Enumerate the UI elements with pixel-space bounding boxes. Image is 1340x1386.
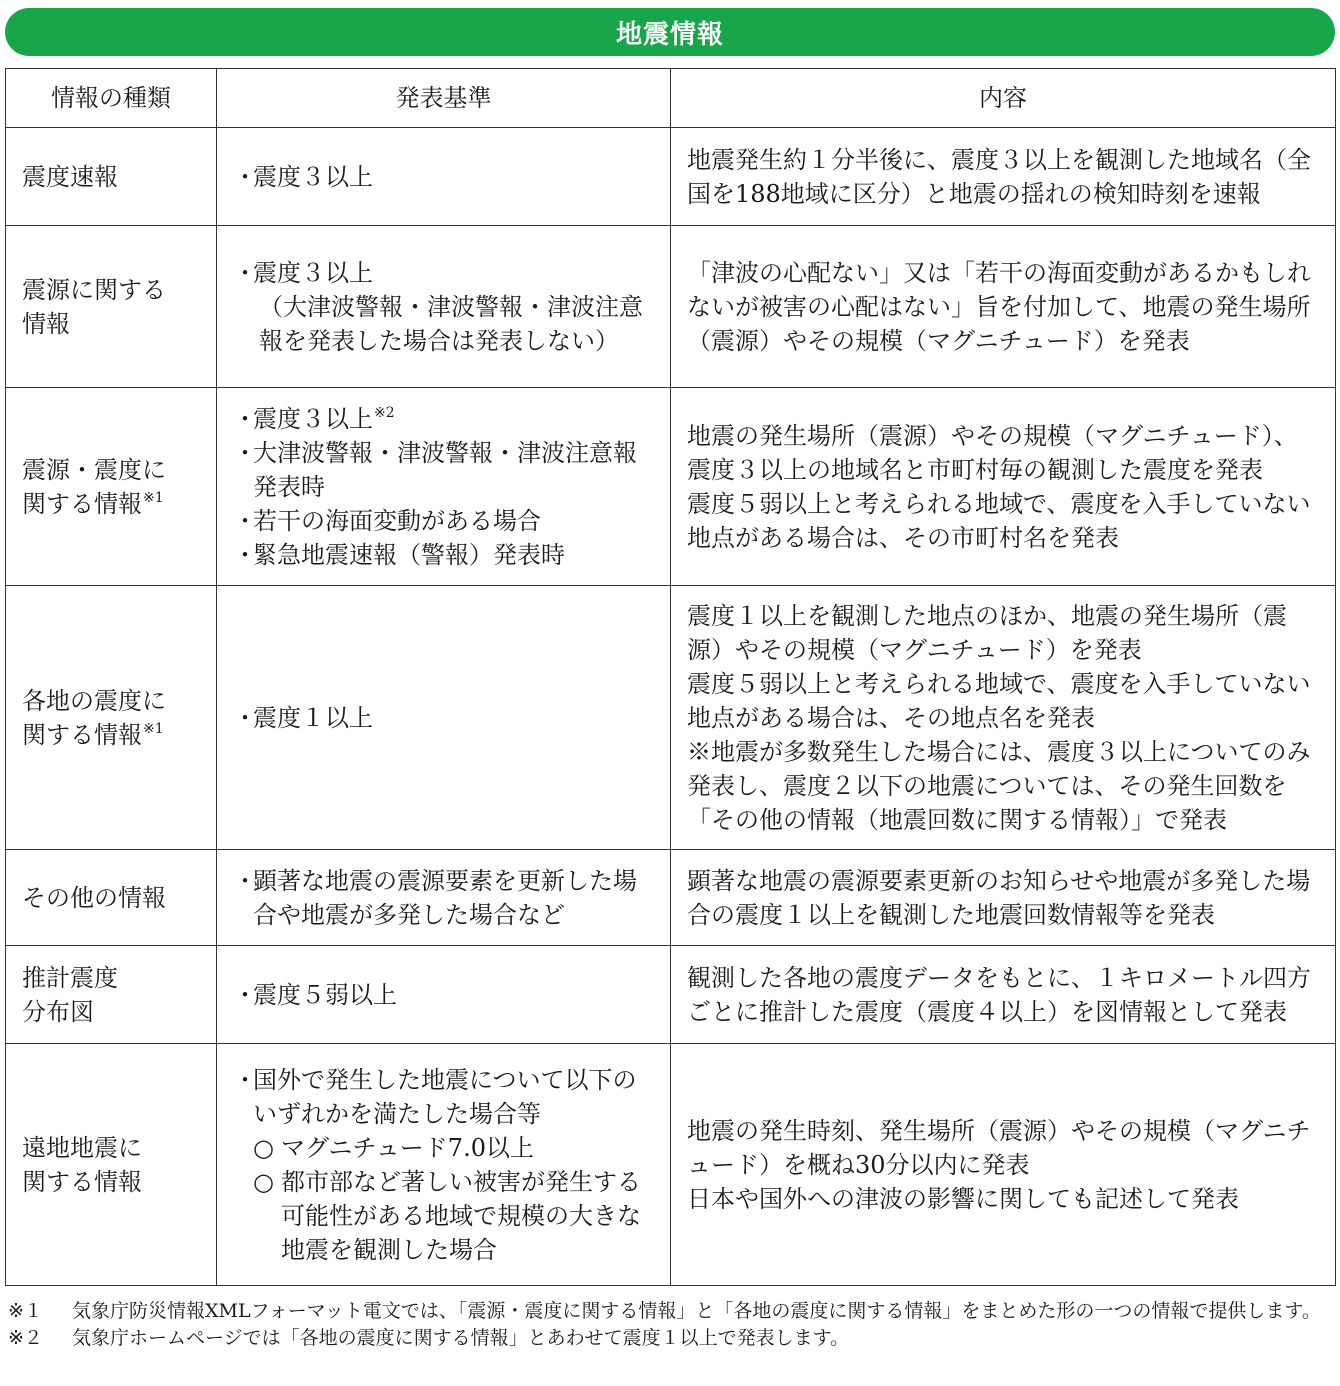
page-title: 地震情報 [615, 19, 724, 50]
content-text: 顕著な地震の震源要素更新のお知らせや地震が多発した場合の震度１以上を観測した地震回数情報等を発表 [687, 866, 1311, 929]
criteria-item: ・ 震度５弱以上 [233, 978, 654, 1012]
content-cell [671, 1044, 1336, 1286]
content-text: 震度５弱以上と考えられる地域で、震度を入手していない地点がある場合は、その地点名を発表 [687, 669, 1311, 732]
title-banner [5, 8, 1335, 56]
header-content: 内容 [671, 69, 1336, 128]
criteria-item: ・ 大津波警報・津波警報・津波注意報発表時 [233, 436, 654, 504]
footnote-mark: ※１ [8, 1300, 43, 1322]
content-text: 地震発生約１分半後に、震度３以上を観測した地域名（全国を188地域に区分）と地震の揺れの検知時刻を速報 [687, 145, 1311, 208]
footnote [8, 1298, 1336, 1325]
table-header-row [6, 69, 1336, 128]
content-cell [671, 586, 1336, 850]
info-type-cell [6, 226, 217, 388]
content-text: 観測した各地の震度データをもとに、１キロメートル四方ごとに推計した震度（震度４以上）を図情報として発表 [687, 963, 1311, 1026]
info-type-label: 推計震度 [22, 963, 118, 992]
criteria-subitem: ○ マグニチュード7.0以上 [233, 1131, 654, 1165]
info-type-label-wrap [22, 718, 200, 752]
content-cell [671, 850, 1336, 946]
info-type-cell [6, 946, 217, 1044]
content-text: 地震の発生時刻、発生場所（震源）やその規模（マグニチュード）を概ね30分以内に発表 [687, 1116, 1311, 1179]
content-text: ※地震が多数発生した場合には、震度３以上についてのみ発表し、震度２以下の地震については、その発生回数を「その他の情報（地震回数に関する情報）」で発表 [687, 737, 1311, 834]
content-text: 震度５弱以上と考えられる地域で、震度を入手していない地点がある場合は、その市町村名を発表 [687, 489, 1311, 552]
criteria-item: ・ 震度３以上 [233, 256, 654, 290]
info-type-label: 各地の震度に [22, 686, 166, 715]
table-row [6, 128, 1336, 226]
info-type-label: 遠地地震に [22, 1133, 142, 1162]
info-type-cell [6, 850, 217, 946]
info-type-cell [6, 128, 217, 226]
criteria-cell [217, 586, 671, 850]
criteria-item: ・ 震度３以上 [233, 160, 654, 194]
info-type-label: 関する情報 [22, 489, 142, 518]
criteria-item: ・ 若干の海面変動がある場合 [233, 504, 654, 538]
table-row [6, 388, 1336, 586]
info-type-label: 震源・震度に [22, 455, 166, 484]
footnote-text: 気象庁ホームページでは「各地の震度に関する情報」とあわせて震度１以上で発表します。 [72, 1327, 850, 1349]
criteria-cell [217, 1044, 671, 1286]
header-type: 情報の種類 [6, 69, 217, 128]
earthquake-info-table [5, 68, 1336, 1286]
criteria-cell [217, 226, 671, 388]
info-type-label: 関する情報 [22, 720, 142, 749]
table-row [6, 226, 1336, 388]
footnote-mark: ※1 [143, 720, 164, 737]
criteria-cell [217, 388, 671, 586]
footnotes [8, 1298, 1336, 1352]
content-text: 日本や国外への津波の影響に関しても記述して発表 [687, 1184, 1239, 1213]
footnote-mark: ※1 [143, 489, 164, 506]
info-type-label: その他の情報 [22, 883, 166, 912]
criteria-cell [217, 128, 671, 226]
content-text: 地震の発生場所（震源）やその規模（マグニチュード）、震度３以上の地域名と市町村毎の観測した震度を発表 [687, 421, 1298, 484]
content-text: 「津波の心配ない」又は「若干の海面変動があるかもしれないが被害の心配はない」旨を付加して、地震の発生場所（震源）やその規模（マグニチュード）を発表 [687, 258, 1311, 355]
criteria-note: （大津波警報・津波警報・津波注意報を発表した場合は発表しない） [259, 292, 643, 355]
table-row [6, 850, 1336, 946]
info-type-cell [6, 1044, 217, 1286]
footnote-text: 気象庁防災情報XMLフォーマット電文では、「震源・震度に関する情報」と「各地の震度に関する情報」をまとめた形の一つの情報で提供します。 [72, 1300, 1321, 1322]
info-type-cell [6, 388, 217, 586]
info-type-cell [6, 586, 217, 850]
info-type-label-wrap [22, 487, 200, 521]
content-cell [671, 946, 1336, 1044]
criteria-item: ・ 国外で発生した地震について以下のいずれかを満たした場合等 [233, 1063, 654, 1131]
table-row [6, 946, 1336, 1044]
criteria-subitem: ○ 都市部など著しい被害が発生する可能性がある地域で規模の大きな地震を観測した場合 [233, 1165, 654, 1267]
criteria-item: ・ 震度１以上 [233, 701, 654, 735]
content-cell [671, 226, 1336, 388]
info-type-label: 震源に関する [22, 275, 166, 304]
footnote [8, 1325, 1336, 1352]
info-type-label: 情報 [22, 309, 70, 338]
info-type-label: 分布図 [22, 997, 94, 1026]
footnote-mark: ※2 [374, 404, 395, 421]
footnote-mark: ※２ [8, 1327, 43, 1349]
content-cell [671, 388, 1336, 586]
table-row [6, 1044, 1336, 1286]
table-row [6, 586, 1336, 850]
info-type-label: 関する情報 [22, 1167, 142, 1196]
criteria-cell [217, 946, 671, 1044]
content-cell [671, 128, 1336, 226]
criteria-item: 震度３以上 [253, 404, 373, 433]
header-criteria: 発表基準 [217, 69, 671, 128]
criteria-item-wrap [233, 402, 654, 436]
criteria-item: ・ 緊急地震速報（警報）発表時 [233, 538, 654, 572]
criteria-cell [217, 850, 671, 946]
info-type-label: 震度速報 [22, 162, 118, 191]
criteria-item: ・ 顕著な地震の震源要素を更新した場合や地震が多発した場合など [233, 864, 654, 932]
content-text: 震度１以上を観測した地点のほか、地震の発生場所（震源）やその規模（マグニチュード）を発表 [687, 601, 1287, 664]
